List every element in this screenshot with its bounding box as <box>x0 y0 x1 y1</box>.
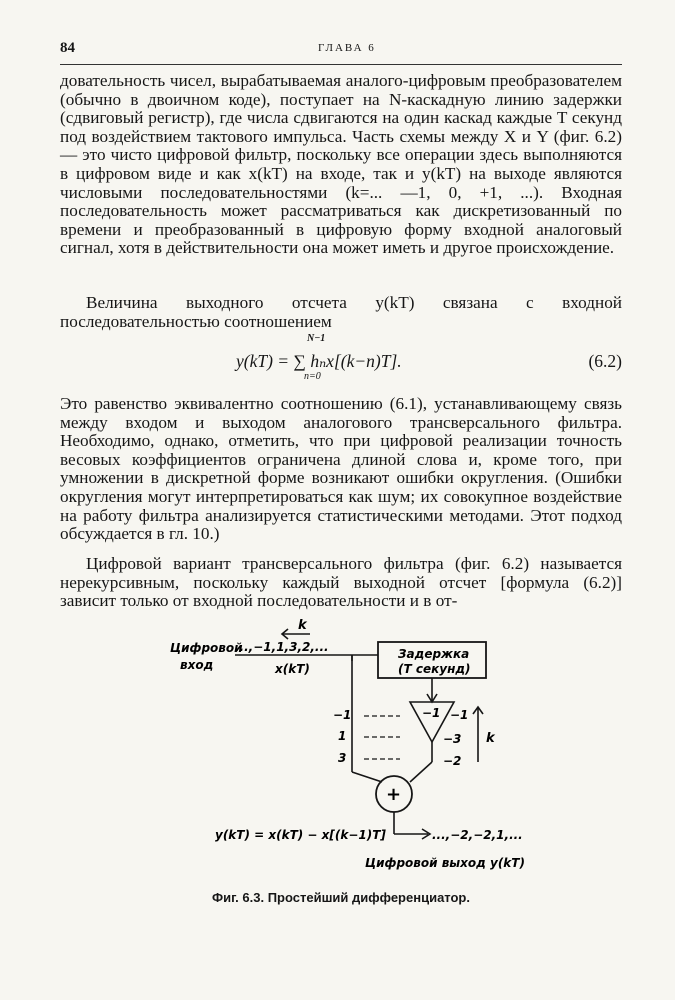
header-rule <box>60 64 622 65</box>
k-arrow-label: k <box>298 618 307 633</box>
input-label-line1: Цифровой <box>170 641 243 655</box>
right-k-label: k <box>486 731 495 746</box>
right-value-2: −3 <box>443 732 462 746</box>
formula-number: (6.2) <box>588 351 622 371</box>
chapter-title: ГЛАВА 6 <box>318 42 376 54</box>
left-to-sum-line <box>352 772 382 782</box>
page-number: 84 <box>60 40 75 56</box>
amplifier-gain: −1 <box>422 706 441 720</box>
paragraph-2: Величина выходного отсчета y(kT) связана с входной последовательностью соотношением <box>60 293 622 331</box>
delay-label-line2: (T секунд) <box>398 662 471 676</box>
left-value-1: −1 <box>333 708 352 722</box>
output-label: Цифровой выход y(kT) <box>365 856 525 870</box>
formula-expression: y(kT) = ∑ hₙx[(k−n)T]. <box>236 351 402 371</box>
page-header <box>60 40 620 60</box>
output-equation: y(kT) = x(kT) − x[(k−1)T] <box>215 828 386 842</box>
right-value-3: −2 <box>443 754 462 768</box>
output-sequence: ...,−2,−2,1,... <box>432 828 523 842</box>
sum-upper-limit: N−1 <box>307 333 326 344</box>
paragraph-4: Цифровой вариант трансверсального фильтра (фиг. 6.2) называется нерекурсивным, поскольку каждый выходной отсчет [формула (6.2)] зависит только от входной последовательности и в от- <box>60 554 622 611</box>
input-signal: x(kT) <box>275 662 310 676</box>
formula-6-2 <box>60 333 622 389</box>
input-sequence: ...,−1,1,3,2,... <box>235 640 329 654</box>
delay-label-line1: Задержка <box>398 647 470 661</box>
left-value-3: 3 <box>338 751 347 765</box>
sum-lower-limit: n=0 <box>304 371 321 382</box>
right-to-sum-line <box>410 762 432 782</box>
sum-symbol: + <box>386 784 402 805</box>
input-label-line2: вход <box>180 658 214 672</box>
figure-caption: Фиг. 6.3. Простейший дифференциатор. <box>211 890 470 905</box>
differentiator-diagram <box>160 612 560 882</box>
paragraph-3: Это равенство эквивалентно соотношению (6.1), устанавливающему связь между входом и выходом аналогового трансверсального фильтра. Необходимо, однако, отметить, что при цифровой реализации точность весовых коэффициентов ограничена длиной слова и, кроме того, при умножении в дискретной форме возникают ошибки округления. (Ошибки округления могут интерпретироваться как шум; их совокупное воздействие на работу фильтра анализируется статистическими методами. Этот подход обсуждается в гл. 10.) <box>60 394 622 544</box>
left-value-2: 1 <box>338 729 347 743</box>
paragraph-1: довательность чисел, вырабатываемая аналого-цифровым преобразователем (обычно в двоичном коде), поступает на N-каскадную линию задержки (сдвиговый регистр), где числа сдвигаются на один каскад каждые T секунд под воздействием тактового импульса. Часть схемы между X и Y (фиг. 6.2) — это чисто цифровой фильтр, поскольку все операции здесь выполняются в цифровом виде и как x(kT) на входе, так и y(kT) на выходе являются числовыми последовательностями (k=... —1, 0, +1, ...). Входная последовательность может рассматриваться как дискретизованный по времени и преобразованный в цифровую форму входной аналоговый сигнал, хотя в действительности она может иметь и другое происхождение. <box>60 71 622 258</box>
right-value-1: −1 <box>450 708 469 722</box>
